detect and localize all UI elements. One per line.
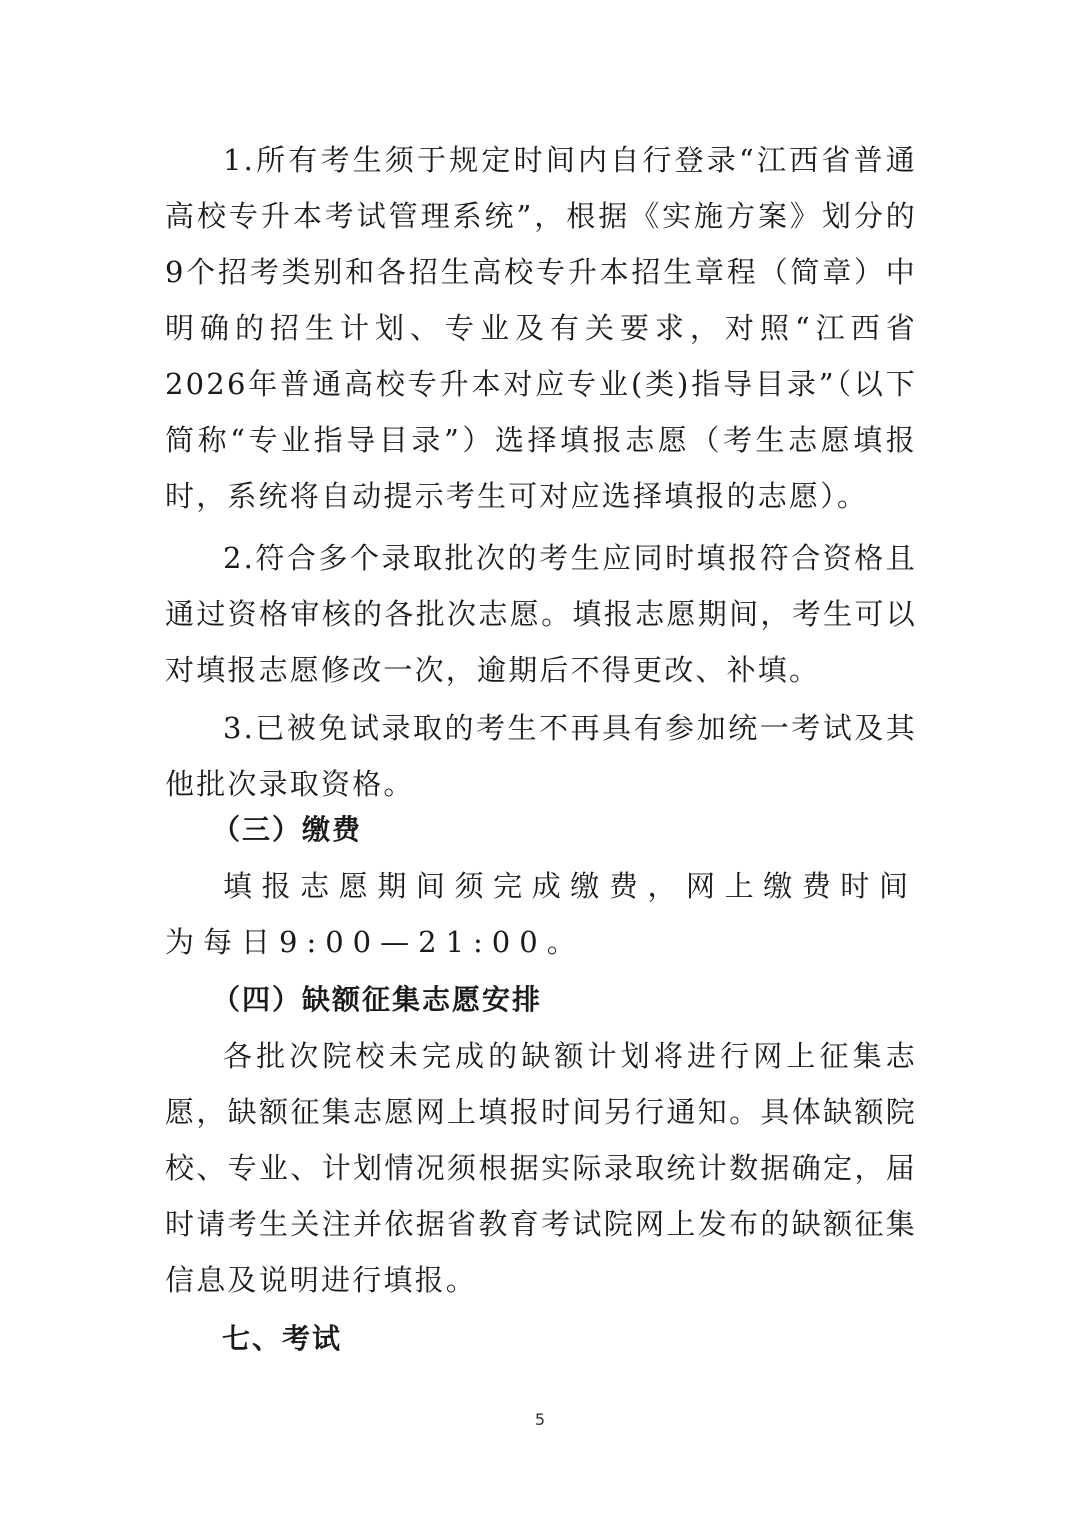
paragraph-fee-time: 填报志愿期间须完成缴费，网上缴费时间为每日9:00—21:00。 <box>165 869 917 959</box>
page-number: 5 <box>534 1410 546 1429</box>
paragraph-3-exempt-admission: 3.已被免试录取的考生不再具有参加统一考试及其他批次录取资格。 <box>165 711 917 801</box>
paragraph-1-volunteer-filling: 1.所有考生须于规定时间内自行登录“江西省普通高校专升本考试管理系统”，根据《实施方案》划分的9个招考类别和各招生高校专升本招生章程（简章）中明确的招生计划、专业及有关要求，对照“江西省2026年普通高校专升本对应专业(类)指导目录”（以下简称“专业指导目录”）选择填报志愿（考生志愿填报时，系统将自动提示考生可对应选择填报的志愿）。 <box>165 143 917 513</box>
paragraph-vacancy-arrangement: 各批次院校未完成的缺额计划将进行网上征集志愿，缺额征集志愿网上填报时间另行通知。具体缺额院校、专业、计划情况须根据实际录取统计数据确定，届时请考生关注并依据省教育考试院网上发布的缺额征集信息及说明进行填报。 <box>165 1039 917 1297</box>
section-heading-fee: （三）缴费 <box>212 813 363 846</box>
paragraph-2-multiple-batches: 2.符合多个录取批次的考生应同时填报符合资格且通过资格审核的各批次志愿。填报志愿期间，考生可以对填报志愿修改一次，逾期后不得更改、补填。 <box>165 541 917 687</box>
chapter-heading-exam: 七、考试 <box>222 1322 343 1355</box>
section-heading-vacancy: （四）缺额征集志愿安排 <box>212 983 543 1016</box>
